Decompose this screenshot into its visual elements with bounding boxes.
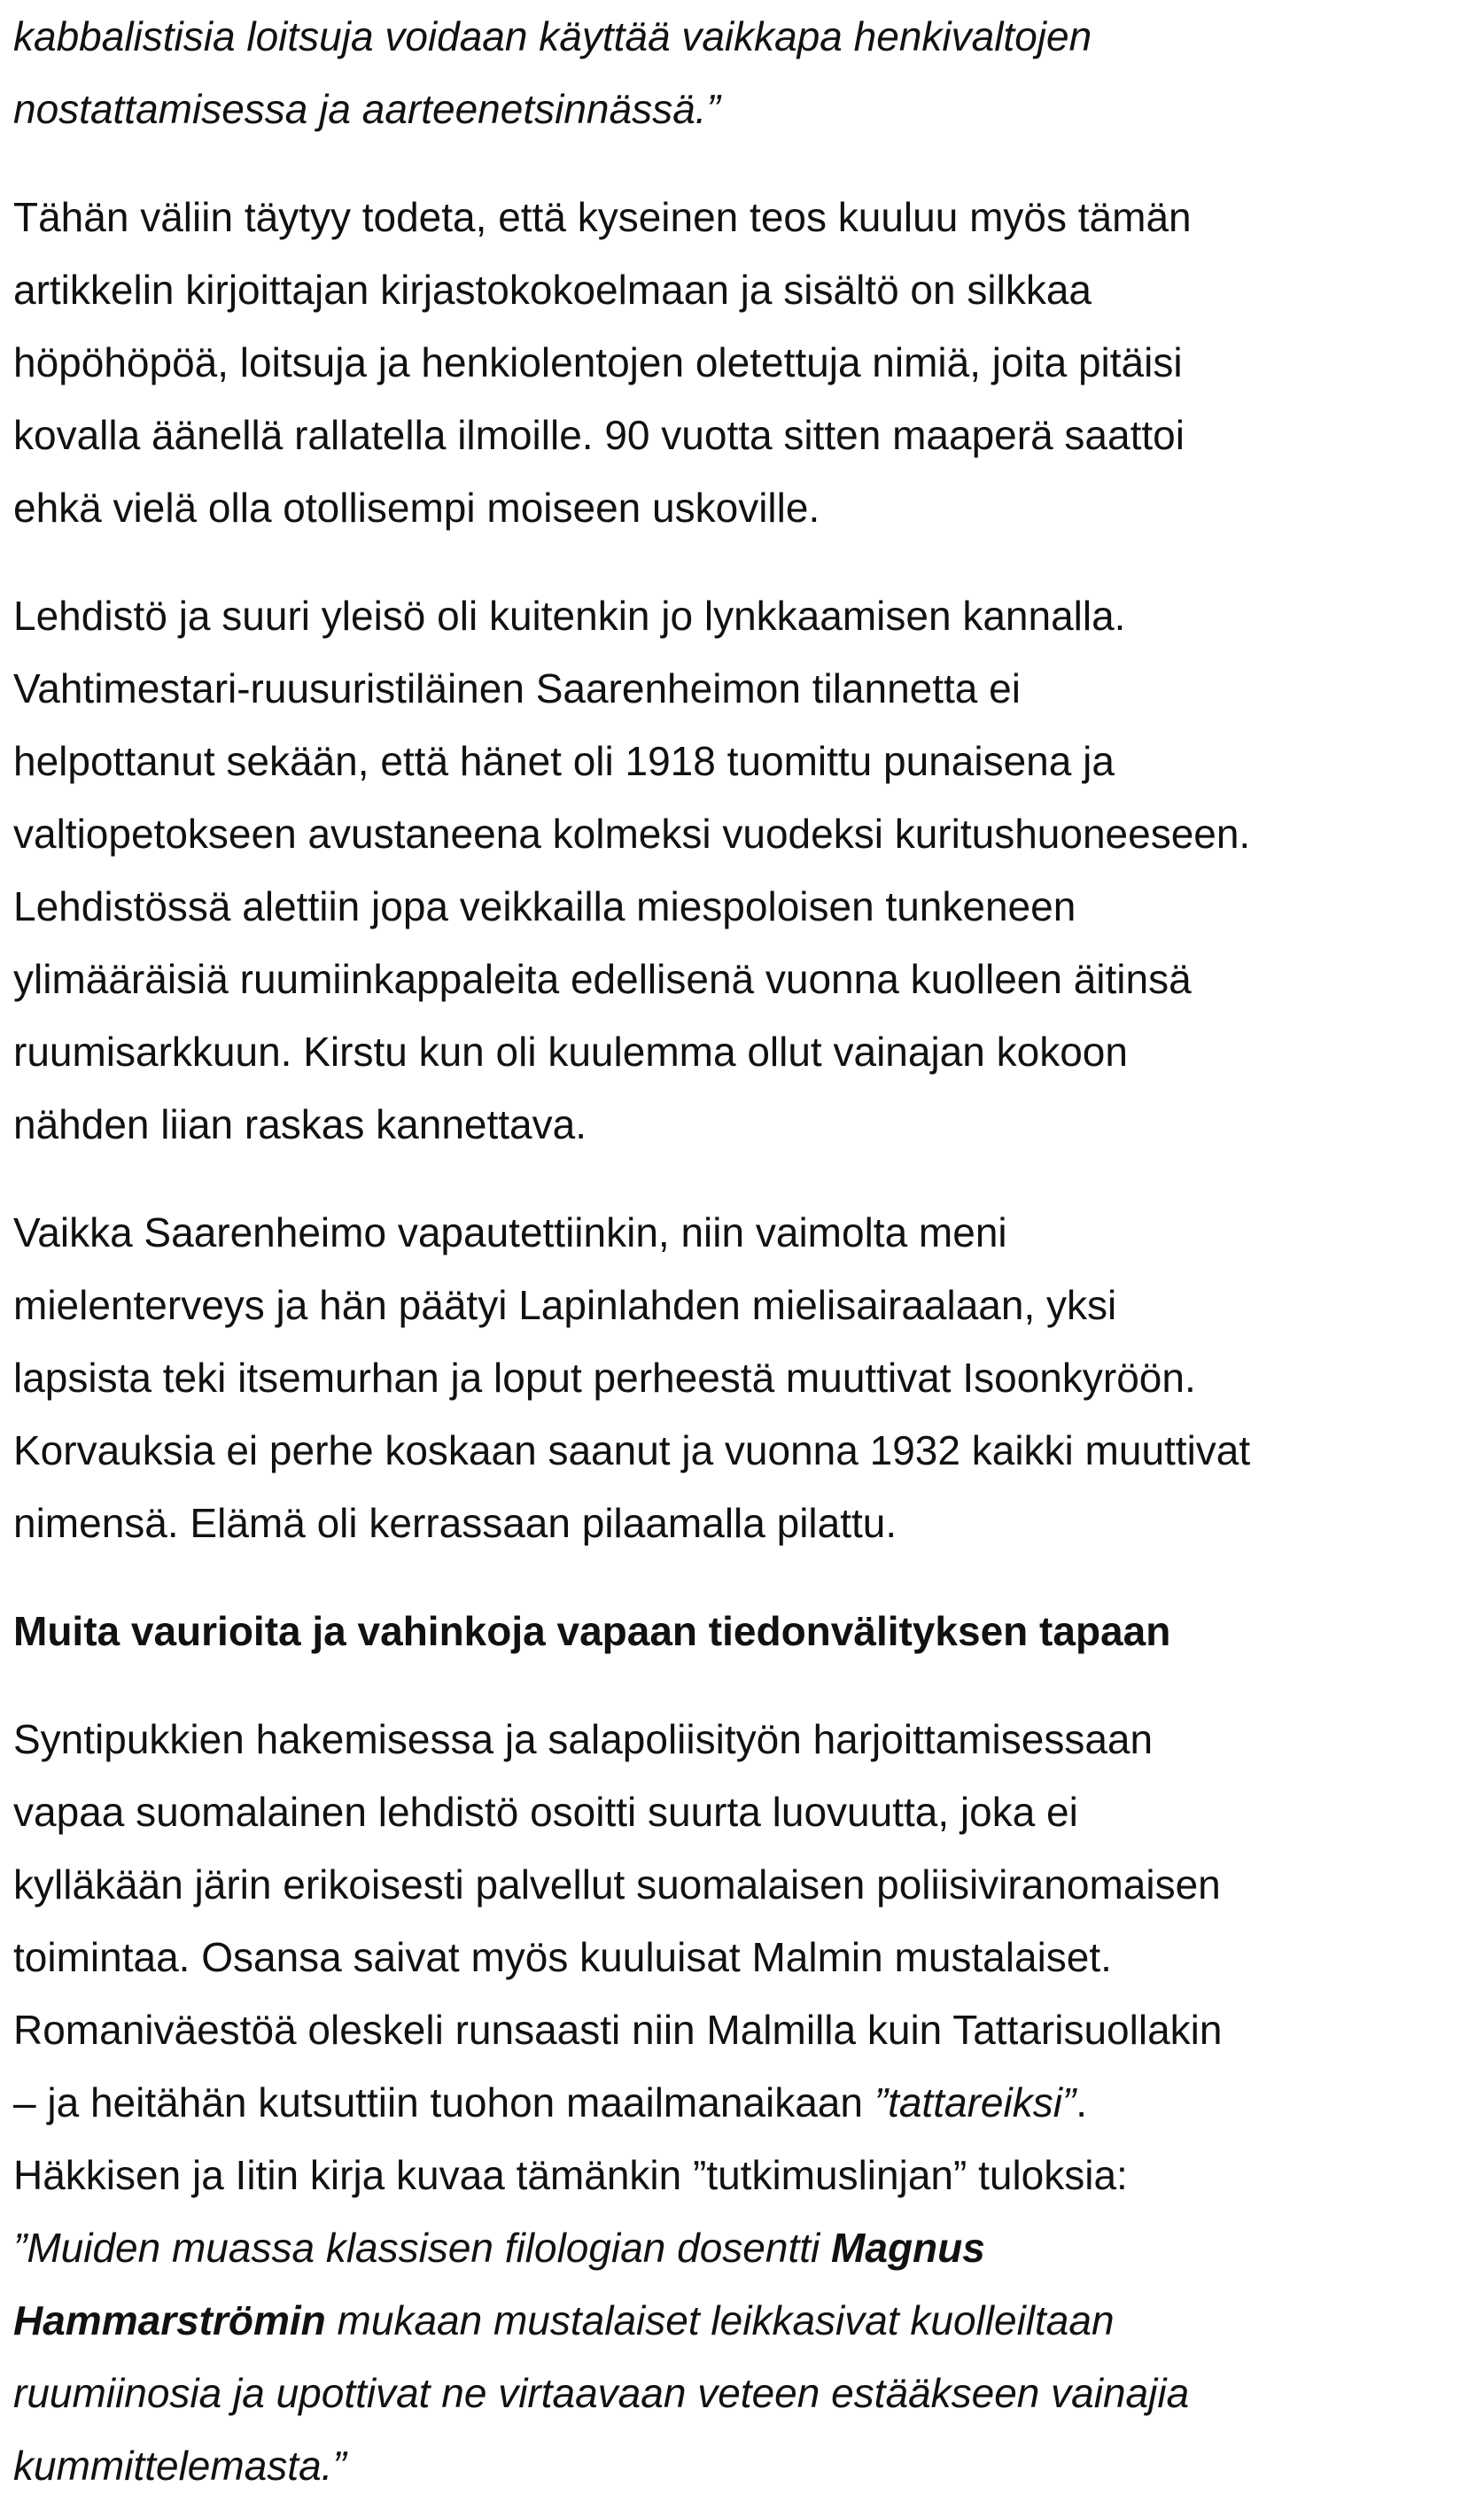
text-run: ruumiinosia ja upottivat ne virtaavaan veteen estääkseen vainajia xyxy=(13,2370,1190,2416)
paragraph-gap xyxy=(13,145,1475,181)
text-line xyxy=(13,253,1475,326)
text-line xyxy=(13,1341,1475,1414)
text-line xyxy=(13,2357,1475,2429)
paragraph-gap xyxy=(13,1667,1475,1703)
text-run: toimintaa. Osansa saivat myös kuuluisat Malmin mustalaiset. xyxy=(13,1934,1112,1980)
text-line xyxy=(13,2139,1475,2211)
text-run: Lehdistö ja suuri yleisö oli kuitenkin jo lynkkaamisen kannalla. xyxy=(13,593,1126,639)
text-run: Häkkisen ja Iitin kirja kuvaa tämänkin ”tutkimuslinjan” tuloksia: xyxy=(13,2152,1128,2198)
text-run: Tähän väliin täytyy todeta, että kyseinen teos kuuluu myös tämän xyxy=(13,194,1192,240)
text-line xyxy=(13,1269,1475,1341)
text-run: kabbalistisia loitsuja voidaan käyttää vaikkapa henkivaltojen xyxy=(13,13,1092,59)
text-run: artikkelin kirjoittajan kirjastokokoelmaan ja sisältö on silkkaa xyxy=(13,267,1092,313)
text-line xyxy=(13,1414,1475,1487)
text-run: nähden liian raskas kannettava. xyxy=(13,1101,587,1147)
text-line xyxy=(13,181,1475,253)
text-run: Syntipukkien hakemisessa ja salapoliisityön harjoittamisessaan xyxy=(13,1716,1154,1762)
text-line xyxy=(13,1487,1475,1559)
text-run: kylläkään järin erikoisesti palvellut suomalaisen poliisiviranomaisen xyxy=(13,1861,1221,1908)
paragraph-gap xyxy=(13,1161,1475,1196)
text-line xyxy=(13,399,1475,471)
text-run: Muita vaurioita ja vahinkoja vapaan tiedonvälityksen tapaan xyxy=(13,1608,1171,1654)
text-line xyxy=(13,1015,1475,1088)
paragraph xyxy=(13,181,1475,544)
text-run: valtiopetokseen avustaneena kolmeksi vuodeksi kuritushuoneeseen. xyxy=(13,811,1251,857)
text-line xyxy=(13,0,1475,73)
text-line xyxy=(13,2284,1475,2357)
text-run: Hammarströmin xyxy=(13,2297,326,2343)
text-run: . xyxy=(1076,2079,1088,2125)
text-run: ehkä vielä olla otollisempi moiseen uskoville. xyxy=(13,485,820,531)
text-run: Vaikka Saarenheimo vapautettiinkin, niin vaimolta meni xyxy=(13,1209,1007,1255)
text-line xyxy=(13,471,1475,544)
document-body xyxy=(13,0,1475,2502)
text-line xyxy=(13,1595,1475,1667)
text-run: mielenterveys ja hän päätyi Lapinlahden mielisairaalaan, yksi xyxy=(13,1282,1117,1328)
text-line xyxy=(13,1775,1475,1848)
paragraph-gap xyxy=(13,1559,1475,1595)
text-line xyxy=(13,2066,1475,2139)
text-run: Magnus xyxy=(831,2225,985,2271)
text-line xyxy=(13,579,1475,652)
text-line xyxy=(13,1088,1475,1161)
text-run: Lehdistössä alettiin jopa veikkailla miespoloisen tunkeneen xyxy=(13,883,1076,929)
text-run: höpöhöpöä, loitsuja ja henkiolentojen oletettuja nimiä, joita pitäisi xyxy=(13,339,1183,385)
text-run: ”tattareiksi” xyxy=(874,2079,1076,2125)
section-heading xyxy=(13,1595,1475,1667)
text-run: mukaan mustalaiset leikkasivat kuolleiltaan xyxy=(325,2297,1115,2343)
text-line xyxy=(13,2429,1475,2502)
text-run: helpottanut sekään, että hänet oli 1918 tuomittu punaisena ja xyxy=(13,738,1115,784)
text-run: lapsista teki itsemurhan ja loput perheestä muuttivat Isoonkyröön. xyxy=(13,1355,1196,1401)
text-run: Korvauksia ei perhe koskaan saanut ja vuonna 1932 kaikki muuttivat xyxy=(13,1427,1251,1473)
text-run: Romaniväestöä oleskeli runsaasti niin Malmilla kuin Tattarisuollakin xyxy=(13,2007,1223,2053)
text-run: ruumisarkkuun. Kirstu kun oli kuulemma ollut vainajan kokoon xyxy=(13,1029,1128,1075)
text-line xyxy=(13,73,1475,145)
paragraph-gap xyxy=(13,544,1475,579)
text-run: ylimääräisiä ruumiinkappaleita edellisenä vuonna kuolleen äitinsä xyxy=(13,956,1192,1002)
text-line xyxy=(13,725,1475,797)
text-line xyxy=(13,797,1475,870)
text-line xyxy=(13,1993,1475,2066)
text-line xyxy=(13,326,1475,399)
text-run: kovalla äänellä rallatella ilmoille. 90 vuotta sitten maaperä saattoi xyxy=(13,412,1185,458)
text-line xyxy=(13,1921,1475,1993)
text-line xyxy=(13,943,1475,1015)
text-line xyxy=(13,1196,1475,1269)
text-line xyxy=(13,2211,1475,2284)
text-run: – ja heitähän kutsuttiin tuohon maailmanaikaan xyxy=(13,2079,874,2125)
paragraph xyxy=(13,579,1475,1161)
text-run: ”Muiden muassa klassisen filologian dosentti xyxy=(13,2225,832,2271)
paragraph xyxy=(13,1703,1475,2502)
text-line xyxy=(13,652,1475,725)
paragraph xyxy=(13,0,1475,145)
text-run: kummittelemasta.” xyxy=(13,2443,346,2489)
text-line xyxy=(13,1848,1475,1921)
paragraph xyxy=(13,1196,1475,1559)
text-line xyxy=(13,1703,1475,1775)
text-run: vapaa suomalainen lehdistö osoitti suurta luovuutta, joka ei xyxy=(13,1789,1078,1835)
text-run: Vahtimestari-ruusuristiläinen Saarenheimon tilannetta ei xyxy=(13,665,1021,711)
text-run: nostattamisessa ja aarteenetsinnässä.” xyxy=(13,86,720,132)
text-run: nimensä. Elämä oli kerrassaan pilaamalla pilattu. xyxy=(13,1500,897,1546)
text-line xyxy=(13,870,1475,943)
